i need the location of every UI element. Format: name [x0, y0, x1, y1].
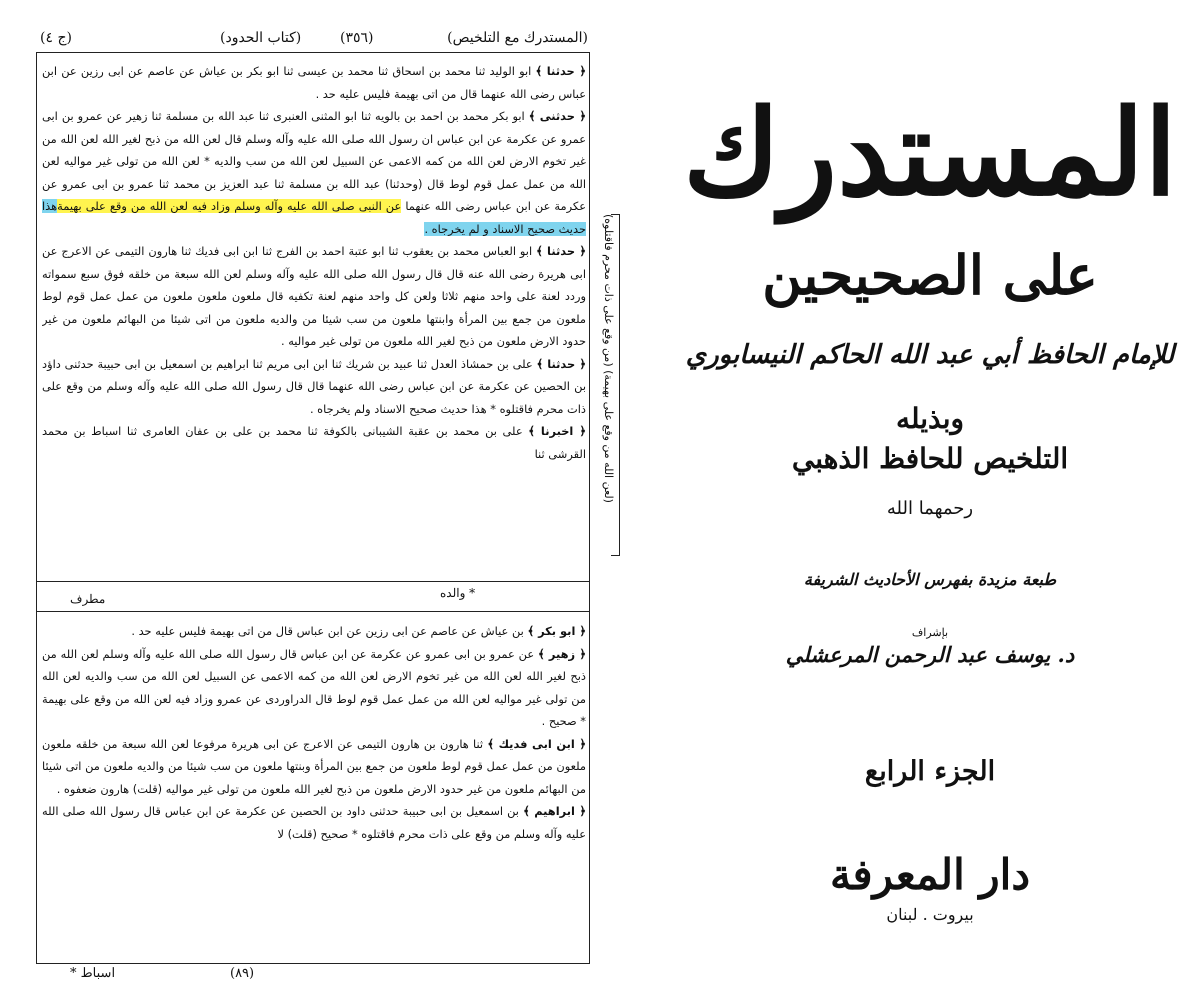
book-cover — [660, 0, 1200, 1004]
paragraph-marker: ﴿ ابن ابى فديك ﴾ — [487, 736, 586, 751]
cover-volume: الجزء الرابع — [864, 756, 996, 787]
page-header — [40, 30, 588, 50]
cyan-highlight: هذا حديث صحيح الاسناد و لم يخرجاه . — [42, 199, 586, 236]
cover-supervision: بإشراف — [911, 626, 949, 639]
hadith-paragraph — [42, 240, 586, 353]
summary-paragraph — [42, 620, 586, 643]
paragraph-marker: ﴿ ابو بكر ﴾ — [527, 624, 586, 638]
cover-edition: طبعة مزيدة بفهرس الأحاديث الشريفة — [803, 570, 1057, 589]
cover-title: المستدرك — [682, 83, 1177, 222]
cover-summary-title: التلخيص للحافظ الذهبي — [791, 442, 1069, 475]
paragraph-marker: ﴿ حدثنى ﴾ — [528, 109, 586, 123]
summary-paragraph — [42, 800, 586, 845]
paragraph-text: ابو الوليد ثنا محمد بن اسحاق ثنا محمد بن عيسى ثنا ابو بكر بن عياش عن عاصم عن ابى رزين عن ابن عباس رضى الله عنهما قال من اتى بهيمة فليس عليه حد . — [42, 64, 586, 101]
yellow-highlight: عن النبى صلى الله عليه وآله وسلم وزاد فيه لعن الله من وقع على بهيمة — [57, 199, 402, 213]
hadith-paragraph — [42, 420, 586, 465]
paragraph-marker: ﴿ زهير ﴾ — [538, 646, 586, 661]
header-title: (المستدرك مع التلخيص) — [447, 30, 588, 46]
paragraph-text: بن اسمعيل بن ابى حبيبة حدثنى داود بن الحصين عن عكرمة عن ابن عباس قال رسول الله صلى الله عليه وآله وسلم من وقع على ذات محرم فاقتلوه * صحيح (قلت) لا — [42, 804, 586, 841]
hadith-paragraph — [42, 105, 586, 240]
paragraph-marker: ﴿ اخبرنا ﴾ — [528, 424, 586, 438]
cover-publisher: دار المعرفة — [829, 850, 1031, 899]
header-book-name: (كتاب الحدود) — [220, 30, 302, 46]
footer-word: * اسباط — [70, 966, 116, 981]
paragraph-marker: ﴿ حدثنا ﴾ — [535, 64, 586, 78]
divider — [36, 611, 590, 612]
paragraph-text: ابو بكر محمد بن احمد بن بالويه ثنا ابو المثنى العنبرى ثنا عبد الله بن مسلمة ثنا زهير عن عمرو بن ابى عمرو عن عكرمة عن ابن عباس ان رسول الله صلى الله عليه وآله وسلم قال لعن الله من ذبح لغير الله لعن الله من غير تخوم الارض لعن الله من كمه الاعمى عن السبيل لعن الله من سب والديه * لعن الله من تولى غير مواليه لعن الله من عمل عمل قوم لوط قال (وحدثنا) عبد الله بن مسلمة ثنا عبد العزيز بن محمد ثنا عمرو بن ابى عمرو عن عكرمة عن ابن عباس رضى الله عنهما — [42, 109, 586, 213]
paragraph-marker: ﴿ حدثنا ﴾ — [536, 356, 586, 371]
footnote: * والده — [440, 586, 476, 600]
cover-city: بيروت . لبنان — [886, 905, 974, 924]
paragraph-text: عن عمرو بن ابى عمرو عن عكرمة عن ابن عباس قال رسول الله صلى الله عليه وآله وسلم لعن الله من ذبح لغير الله لعن الله من غير تخوم الارض لعن الله من كمه الاعمى عن السبيل لعن الله من سب والديه لعن الله من تولى غير مواليه لعن الله من عمل عمل قوم لوط قال الدراوردى عن عمرو وزاد فيه لعن الله من وقع على بهيمة * صحيح . — [42, 646, 586, 728]
footnote-label: مطرف — [70, 592, 106, 606]
paragraph-marker: ﴿ حدثنا ﴾ — [536, 244, 586, 258]
summary-text — [42, 620, 586, 936]
paragraph-text: على بن محمد بن عقبة الشيبانى بالكوفة ثنا محمد بن على بن عفان العامرى ثنا اسباط بن محمد القرشى ثنا — [42, 424, 586, 461]
paragraph-text: ابو العباس محمد بن يعقوب ثنا ابو عتبة احمد بن الفرج ثنا ابن ابى فديك ثنا هارون التيمى عن الاعرج عن ابى هريرة رضى الله عنه قال قال رسول الله صلى الله عليه وآله وسلم لعن الله سبعة من خلقه فوق سبع سمواته وردد لعنة على واحد منهم ثلاثا ولعن كل واحد منهم لعنة تكفيه قال ملعون ملعون ملعون من عمل عمل قوم لوط ملعون من جمع بين المرأة وابنتها ملعون من سب شيئا من والديه ملعون من اتى شيئا من البهائم ملعون من غير حدود الارض ملعون من ذبح لغير الله ملعون من تولى غير مواليه . — [42, 244, 586, 348]
cover-blessing: رحمهما الله — [886, 498, 974, 519]
cover-editor: د. يوسف عبد الرحمن المرعشلي — [785, 642, 1075, 667]
hadith-paragraph — [42, 353, 586, 421]
cover-with: وبذيله — [895, 402, 965, 435]
paragraph-marker: ﴿ ابراهيم ﴾ — [523, 804, 586, 818]
header-page-number: (٣٥٦) — [340, 30, 374, 46]
paragraph-text: ثنا هارون بن هارون التيمى عن الاعرج عن ابى هريرة مرفوعا لعن الله سبعة من خلقه ملعون ملعون من عمل عمل قوم لوط ملعون من جمع بين المرأة وبنتها ملعون من سب شيئا من والديه ملعون من اتى شيئا من البهائم ملعون من غير حدود الارض ملعون من ذبح لغير الله ملعون من تولى غير مواليه (قلت) هارون ضعفوه . — [42, 736, 586, 796]
divider — [36, 581, 590, 582]
summary-paragraph — [42, 643, 586, 733]
hadith-paragraph — [42, 60, 586, 105]
footer-number: (٨٩) — [230, 966, 255, 981]
cover-author: للإمام الحافظ أبي عبد الله الحاكم النيسابوري — [685, 340, 1175, 370]
margin-note-text: (من وقع على ذات محرم فاقتلوه) (لعن الله من وقع على بهيمة) — [602, 214, 615, 503]
summary-paragraph — [42, 733, 586, 801]
main-text — [42, 60, 586, 576]
margin-note — [598, 214, 622, 554]
paragraph-text: على بن حمشاذ العدل ثنا عبيد بن شريك ثنا ابن ابى مريم ثنا ابراهيم بن اسمعيل بن ابى حبيبة حدثنى داؤد بن الحصين عن عكرمة عن ابن عباس رضى الله عنهما قال قال رسول الله صلى الله عليه وآله وسلم من وقع على ذات محرم فاقتلوه * هذا حديث صحيح الاسناد ولم يخرجاه . — [42, 356, 586, 416]
header-volume: (ج ٤) — [40, 30, 72, 46]
cover-subtitle: على الصحيحين — [762, 243, 1098, 307]
paragraph-text: بن عياش عن عاصم عن ابى رزين عن ابن عباس قال من اتى بهيمة فليس عليه حد . — [131, 624, 528, 638]
